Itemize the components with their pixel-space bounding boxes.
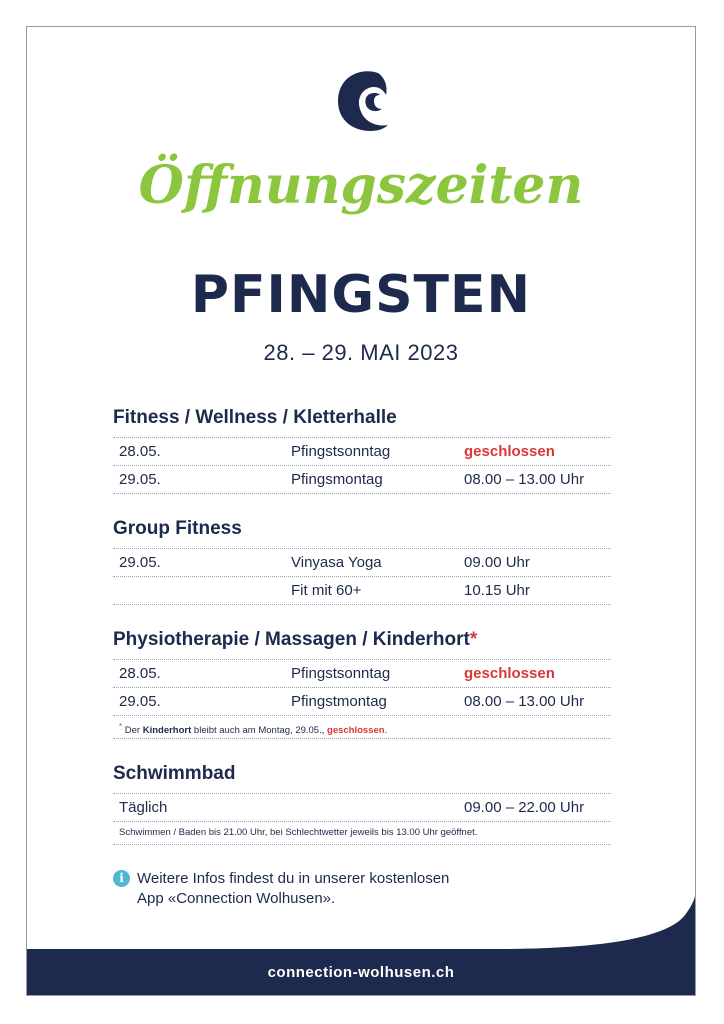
row-date: 29.05. (119, 471, 161, 488)
row-time: 09.00 – 22.00 Uhr (464, 799, 585, 816)
row-date: Täglich (119, 799, 168, 816)
table-row (113, 688, 611, 716)
poster (26, 26, 696, 996)
schedule (113, 401, 611, 845)
row-time: geschlossen (464, 443, 555, 460)
row-time: 08.00 – 13.00 Uhr (464, 693, 585, 710)
footnote-post: . (384, 725, 388, 737)
row-label: Pfingsmontag (291, 471, 383, 488)
footnote-pre: Der (122, 725, 143, 737)
section-title-physio (113, 623, 611, 660)
row-label: Fit mit 60+ (291, 582, 362, 599)
row-time: 09.00 Uhr (464, 554, 530, 571)
table-row (113, 438, 611, 466)
info-line-2: App «Connection Wolhusen». (137, 890, 336, 907)
row-date: 28.05. (119, 443, 161, 460)
footnote (113, 716, 611, 739)
table-row (113, 577, 611, 605)
table-row (113, 794, 611, 822)
opening-hours-heading: Öffnungszeiten (138, 155, 584, 216)
footnote-closed: geschlossen (327, 725, 385, 737)
table-row (113, 660, 611, 688)
row-label: Pfingstsonntag (291, 443, 391, 460)
connection-logo-icon (334, 67, 390, 133)
row-label: Pfingstsonntag (291, 665, 391, 682)
row-label: Pfingstmontag (291, 693, 387, 710)
table-row (113, 549, 611, 577)
section-title-group-fitness: Group Fitness (113, 512, 611, 549)
footnote-mark: * (119, 722, 123, 731)
row-time: 10.15 Uhr (464, 582, 530, 599)
page-title: PFINGSTEN (190, 265, 532, 325)
info-line-1: Weitere Infos findest du in unserer kostenlosen (137, 870, 450, 887)
footnote-mark: * (469, 629, 478, 650)
section-title-text: Physiotherapie / Massagen / Kinderhort (113, 629, 470, 650)
section-title-swimming: Schwimmbad (113, 757, 611, 794)
website-link[interactable]: connection-wolhusen.ch (267, 964, 455, 981)
row-date: 28.05. (119, 665, 161, 682)
table-row (113, 466, 611, 494)
row-time: geschlossen (464, 665, 555, 682)
swimming-note: Schwimmen / Baden bis 21.00 Uhr, bei Schlechtwetter jeweils bis 13.00 Uhr geöffnet. (113, 822, 611, 845)
info-icon: i (113, 870, 130, 887)
row-time: 08.00 – 13.00 Uhr (464, 471, 585, 488)
row-label: Vinyasa Yoga (291, 554, 382, 571)
date-range: 28. – 29. MAI 2023 (263, 340, 459, 365)
row-date: 29.05. (119, 693, 161, 710)
footnote-mid: bleibt auch am Montag, 29.05., (191, 725, 328, 737)
footnote-bold: Kinderhort (142, 725, 192, 737)
section-title-fitness: Fitness / Wellness / Kletterhalle (113, 401, 611, 438)
row-date: 29.05. (119, 554, 161, 571)
